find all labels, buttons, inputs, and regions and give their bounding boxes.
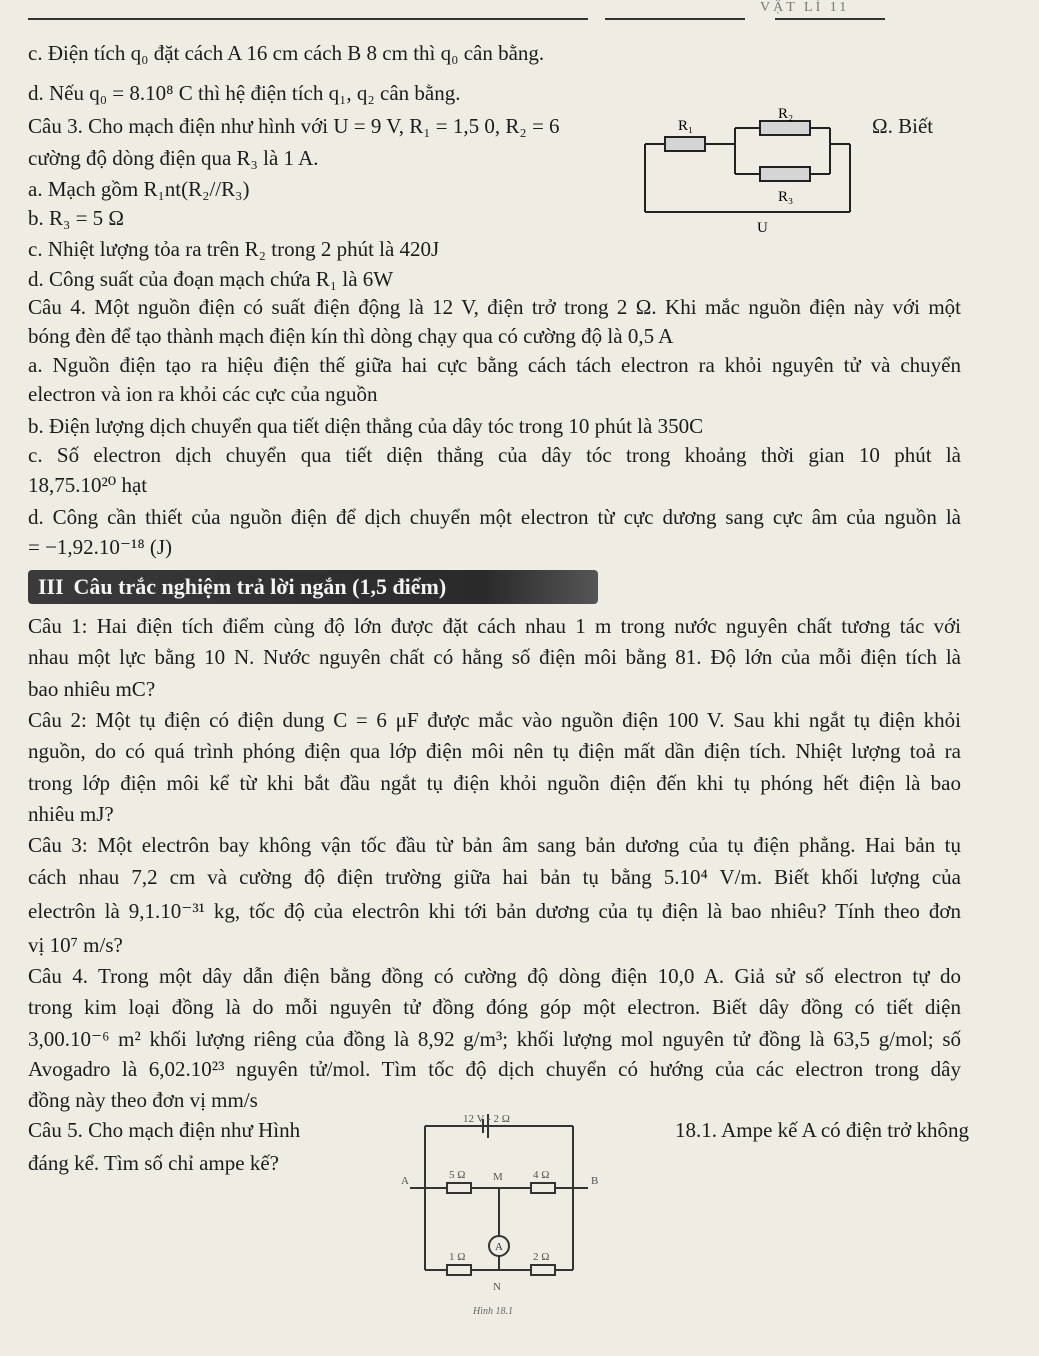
q2-line2: nguồn, do có quá trình phóng điện qua lớp điện môi nên tụ điện mất dần điện tích. Nhiệt lượng toả ra	[28, 739, 961, 763]
resistor-4-label: 4 Ω	[533, 1169, 550, 1181]
figure-caption: Hình 18.1	[473, 1306, 513, 1317]
header-rule	[775, 18, 885, 20]
r3-label: R₃	[778, 189, 794, 205]
r1-label: R₁	[678, 118, 694, 134]
question-3-line2: cường độ dòng điện qua R₃ là 1 A.	[28, 146, 319, 170]
statement-d: d. Nếu q₀ = 8.10⁸ C thì hệ điện tích q₁, q₂ cân bằng.	[28, 81, 461, 105]
q5-line1-end: 18.1. Ampe kế A có điện trở không	[675, 1118, 969, 1142]
q4-line2: trong kim loại đồng là do mỗi nguyên tử đồng đóng góp một electron. Biết dây đồng có tiết diện	[28, 995, 961, 1019]
resistor-2-label: 2 Ω	[533, 1251, 550, 1263]
q1-line3: bao nhiêu mC?	[28, 677, 156, 701]
q2-line4: nhiêu mJ?	[28, 802, 114, 826]
statement-c: c. Số electron dịch chuyển qua tiết diện thẳng của dây tóc trong khoảng thời gian 10 phút là	[28, 443, 961, 467]
node-n-label: N	[493, 1281, 501, 1293]
q3-line4: vị 10⁷ m/s?	[28, 933, 123, 957]
q3-line2: cách nhau 7,2 cm và cường độ điện trường giữa hai bản tụ bằng 5.10⁴ V/m. Biết khối lượng của	[28, 865, 961, 889]
section-heading	[28, 570, 598, 604]
node-a-label: A	[401, 1175, 409, 1187]
question-4-line1: Câu 4. Một nguồn điện có suất điện động là 12 V, điện trở trong 2 Ω. Khi mắc nguồn điện này với một	[28, 295, 961, 319]
q1-line1: Câu 1: Hai điện tích điểm cùng độ lớn được đặt cách nhau 1 m trong nước nguyên chất tương tác với	[28, 614, 961, 638]
q2-line1: Câu 2: Một tụ điện có điện dung C = 6 μF được mắc vào nguồn điện 100 V. Sau khi ngắt tụ điện khỏi	[28, 708, 961, 732]
circuit-diagram-figure-18-1	[395, 1108, 615, 1333]
ammeter-icon: A	[495, 1241, 503, 1253]
statement-c: c. Nhiệt lượng tỏa ra trên R₂ trong 2 phút là 420J	[28, 237, 440, 261]
section-number: III	[38, 574, 64, 599]
circuit-diagram-question-3	[640, 108, 870, 238]
voltage-label: U	[757, 220, 768, 236]
statement-b: b. R₃ = 5 Ω	[28, 206, 125, 230]
q1-line2: nhau một lực bằng 10 N. Nước nguyên chất có hằng số điện môi bằng 81. Độ lớn của mỗi điện tích là	[28, 645, 961, 669]
q2-line3: trong lớp điện môi kể từ khi bắt đầu ngắt tụ điện khỏi nguồn điện đến khi tụ phóng hết điện là bao	[28, 771, 961, 795]
q4-line4: Avogadro là 6,02.10²³ nguyên tử/mol. Tìm tốc độ dịch chuyển có hướng của các electron trong dây	[28, 1057, 961, 1081]
statement-a-cont: electron và ion ra khỏi các cực của nguồn	[28, 382, 378, 406]
q4-line5: đồng này theo đơn vị mm/s	[28, 1088, 258, 1112]
q5-line1-start: Câu 5. Cho mạch điện như Hình	[28, 1118, 301, 1142]
source-label: 12 V - 2 Ω	[463, 1113, 510, 1125]
node-m-label: M	[493, 1171, 503, 1183]
statement-b: b. Điện lượng dịch chuyển qua tiết diện thẳng của dây tóc trong 10 phút là 350C	[28, 414, 704, 438]
q4-line1: Câu 4. Trong một dây dẫn điện bằng đồng có cường độ dòng điện 10,0 A. Giả sử số electron tự do	[28, 964, 961, 988]
header-rule	[28, 18, 588, 20]
resistor-1-label: 1 Ω	[449, 1251, 466, 1263]
resistor-5-label: 5 Ω	[449, 1169, 466, 1181]
q3-line1: Câu 3: Một electrôn bay không vận tốc đầu từ bản âm sang bản dương của tụ điện phẳng. Hai bản tụ	[28, 833, 961, 857]
q3-line3: electrôn là 9,1.10⁻³¹ kg, tốc độ của electrôn khi tới bản dương của tụ điện là bao nhiêu? Tính theo đơn	[28, 899, 961, 923]
statement-c: c. Điện tích q₀ đặt cách A 16 cm cách B 8 cm thì q₀ cân bằng.	[28, 41, 545, 65]
statement-a: a. Nguồn điện tạo ra hiệu điện thế giữa hai cực bằng cách tách electron ra khỏi nguyên tử và chuyển	[28, 353, 961, 377]
question-4-line2: bóng đèn để tạo thành mạch điện kín thì dòng chạy qua có cường độ là 0,5 A	[28, 324, 674, 348]
section-title: Câu trắc nghiệm trả lời ngắn (1,5 điểm)	[73, 574, 447, 599]
page-header: VẬT LÍ 11	[760, 0, 850, 15]
question-3-line1-end: Ω. Biết	[872, 114, 934, 138]
statement-a: a. Mạch gồm R₁nt(R₂//R₃)	[28, 177, 250, 201]
node-b-label: B	[591, 1175, 599, 1187]
r2-label: R₂	[778, 108, 794, 122]
q4-line3: 3,00.10⁻⁶ m² khối lượng riêng của đồng là 8,92 g/m³; khối lượng mol nguyên tử đồng là 63,5 g/mol; số	[28, 1027, 961, 1051]
statement-d: d. Công cần thiết của nguồn điện để dịch chuyển một electron từ cực dương sang cực âm của nguồn là	[28, 505, 961, 529]
q5-line2: đáng kể. Tìm số chỉ ampe kế?	[28, 1151, 279, 1175]
question-3-line1: Câu 3. Cho mạch điện như hình với U = 9 V, R₁ = 1,5 0, R₂ = 6	[28, 114, 560, 138]
statement-d: d. Công suất của đoạn mạch chứa R₁ là 6W	[28, 267, 394, 291]
statement-d-cont: = −1,92.10⁻¹⁸ (J)	[28, 535, 173, 559]
statement-c-cont: 18,75.10²⁰ hạt	[28, 473, 148, 497]
header-rule	[605, 18, 745, 20]
